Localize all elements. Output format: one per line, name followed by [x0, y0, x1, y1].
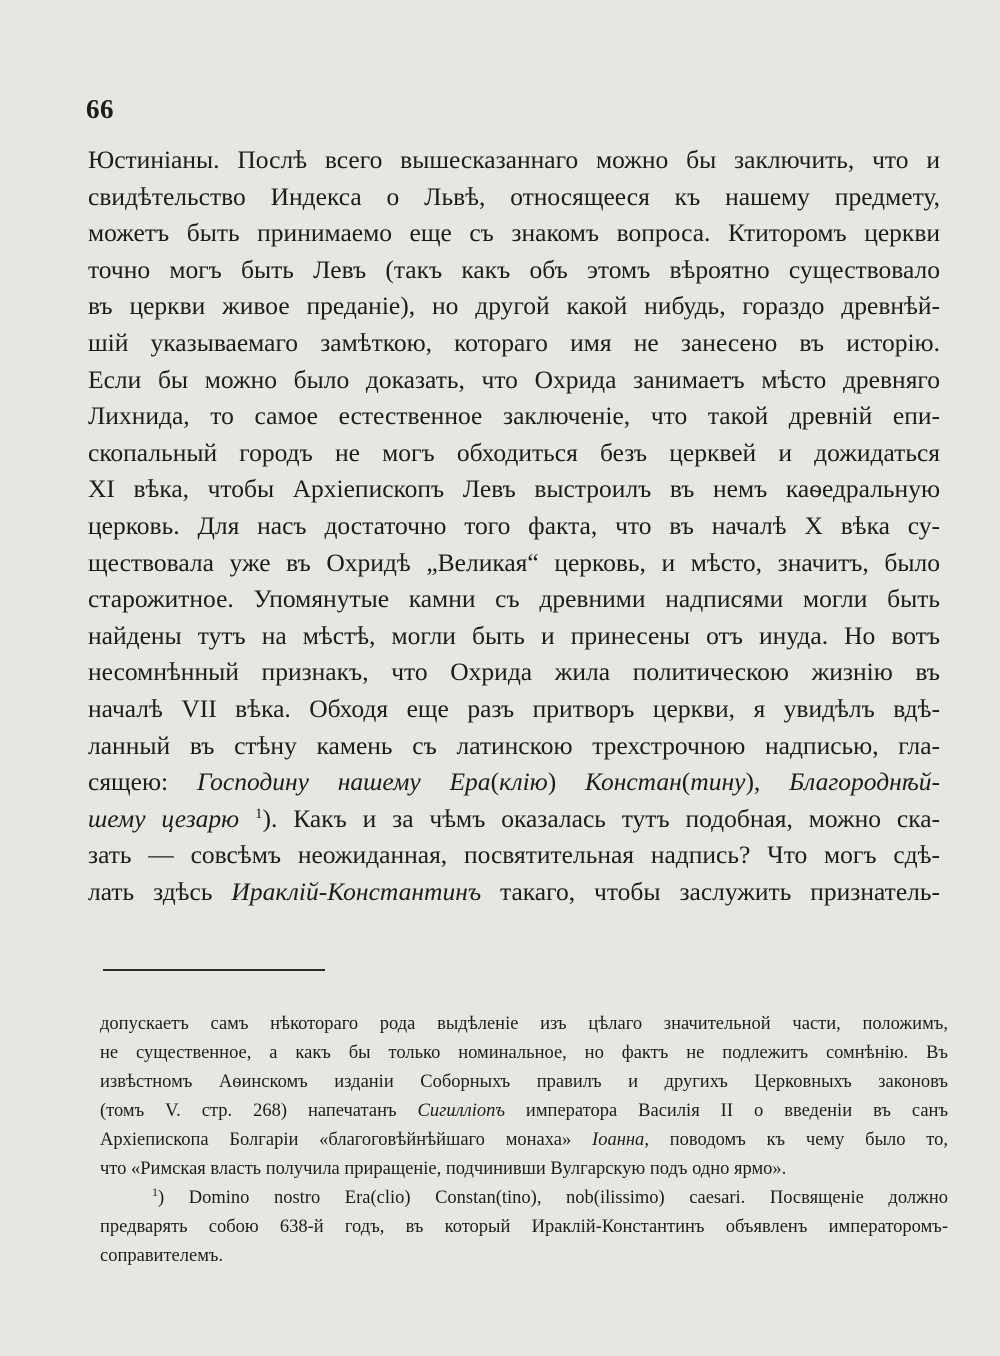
text-run: сящею:	[88, 767, 197, 797]
text-line: ществовала уже въ Охридѣ „Великая“ церковь, и мѣсто, значитъ, было	[88, 547, 940, 577]
footnote-1-line: соправителемъ.	[100, 1246, 224, 1266]
italic-inscription: Констан	[584, 767, 682, 797]
footnote-line: допускаетъ самъ нѣкотораго рода выдѣленіе изъ цѣлаго значительной части, положимъ,	[100, 1014, 948, 1034]
text-line: церковь. Для насъ достаточно того факта, что въ началѣ X вѣка су-	[88, 510, 940, 540]
footnote-line	[100, 1126, 948, 1155]
text-run: ),	[745, 767, 790, 797]
footnote-line: что «Римская власть получила приращеніе, подчинивши Вулгарскую подъ одно ярмо».	[100, 1159, 787, 1179]
footnote-marker: 1	[152, 1185, 158, 1199]
text-line: старожитное. Упомянутые камни съ древними надписями могли быть	[88, 584, 940, 614]
text-run: (	[490, 767, 500, 797]
footnotes	[100, 1010, 948, 1271]
text-run: (томъ V. стр. 268) напечатанъ	[100, 1101, 418, 1121]
text-line: Если бы можно было доказать, что Охрида занимаетъ мѣсто древняго	[88, 364, 940, 394]
text-line: Лихнида, то самое естественное заключеніе, что такой древній епи-	[88, 401, 940, 431]
text-line: Юстиніаны. Послѣ всего вышесказаннаго можно бы заключить, что и	[88, 145, 940, 174]
italic-title: Сигиллionъ	[417, 1101, 505, 1121]
italic-name: Ираклій-Константинъ	[231, 876, 482, 906]
italic-inscription: Благороднѣй-	[789, 767, 940, 797]
text-line	[88, 874, 940, 911]
text-line	[88, 801, 940, 838]
text-run: )	[547, 767, 585, 797]
italic-inscription: тину	[690, 767, 746, 797]
text-line: зать — совсѣмъ неожиданная, посвятительная надпись? Что могъ сдѣ-	[88, 840, 940, 870]
footnote-line: извѣстномъ Аѳинскомъ изданіи Соборныхъ правилъ и другихъ Церковныхъ законовъ	[100, 1072, 948, 1092]
text-run: , поводомъ къ чему было то,	[644, 1130, 948, 1150]
page-number: 66	[86, 94, 114, 124]
text-run: (	[681, 767, 691, 797]
text-line: найдены тутъ на мѣстѣ, могли быть и принесены отъ инуда. Но вотъ	[88, 620, 940, 650]
footnote-1-line: предварять собою 638-й годъ, въ который Ираклій-Константинъ объявленъ императоромъ-	[100, 1217, 948, 1237]
italic-inscription: шему цезарю	[88, 803, 240, 833]
text-line: XI вѣка, чтобы Архіепископъ Левъ выстроилъ въ немъ каѳедральную	[88, 474, 940, 504]
text-line: началѣ VII вѣка. Обходя еще разъ притворъ церкви, я увидѣлъ вдѣ-	[88, 693, 940, 723]
italic-inscription: Господину нашему Ера	[196, 767, 491, 797]
text-run: ). Какъ и за чѣмъ оказалась тутъ подобная, можно ска-	[262, 803, 941, 833]
text-run	[239, 804, 255, 833]
text-line: точно могъ быть Левъ (такъ какъ объ этомъ вѣроятно существовало	[88, 254, 940, 284]
text-run: лать здѣсь	[88, 876, 232, 906]
text-line: ланный въ стѣну камень съ латинскою трехстрочною надписью, гла-	[88, 730, 940, 760]
text-run: императора Василія II о введеніи въ санъ	[504, 1101, 949, 1121]
text-run: Архіепископа Болгаріи «благоговѣйнѣйшаго монаха»	[100, 1130, 593, 1150]
footnote-line	[100, 1097, 948, 1126]
footnote-ref: 1	[255, 805, 263, 822]
text-line: несомнѣнный признакъ, что Охрида жила политическою жизнію въ	[88, 657, 940, 687]
text-line: скопальный городъ не могъ обходиться безъ церквей и дожидаться	[88, 437, 940, 467]
footnote-line: не существенное, а какъ бы только номинальное, но фактъ не подлежитъ сомнѣнію. Въ	[100, 1043, 948, 1063]
text-line: можетъ быть принимаемо еще съ знакомъ вопроса. Ктиторомъ церкви	[88, 218, 940, 248]
footnote-separator	[103, 969, 325, 971]
text-line: свидѣтельство Индекса о Львѣ, относящееся къ нашему предмету,	[88, 181, 940, 211]
text-run: такаго, чтобы заслужить признатель-	[481, 876, 940, 906]
footnote-1-line	[100, 1184, 948, 1213]
italic-name: Іоанна	[592, 1130, 645, 1150]
main-text	[88, 142, 940, 910]
text-line: шій указываемаго замѣткою, котораго имя не занесено въ исторію.	[88, 327, 940, 357]
italic-inscription: клію	[499, 767, 548, 797]
text-line: въ церкви живое преданіе), но другой какой нибудь, гораздо древнѣй-	[88, 291, 940, 321]
text-run: ) Domino nostro Era(clio) Constan(tino), nob(ilissimo) caesari. Посвященіе должно	[158, 1188, 948, 1208]
text-line-inscription	[88, 764, 940, 801]
